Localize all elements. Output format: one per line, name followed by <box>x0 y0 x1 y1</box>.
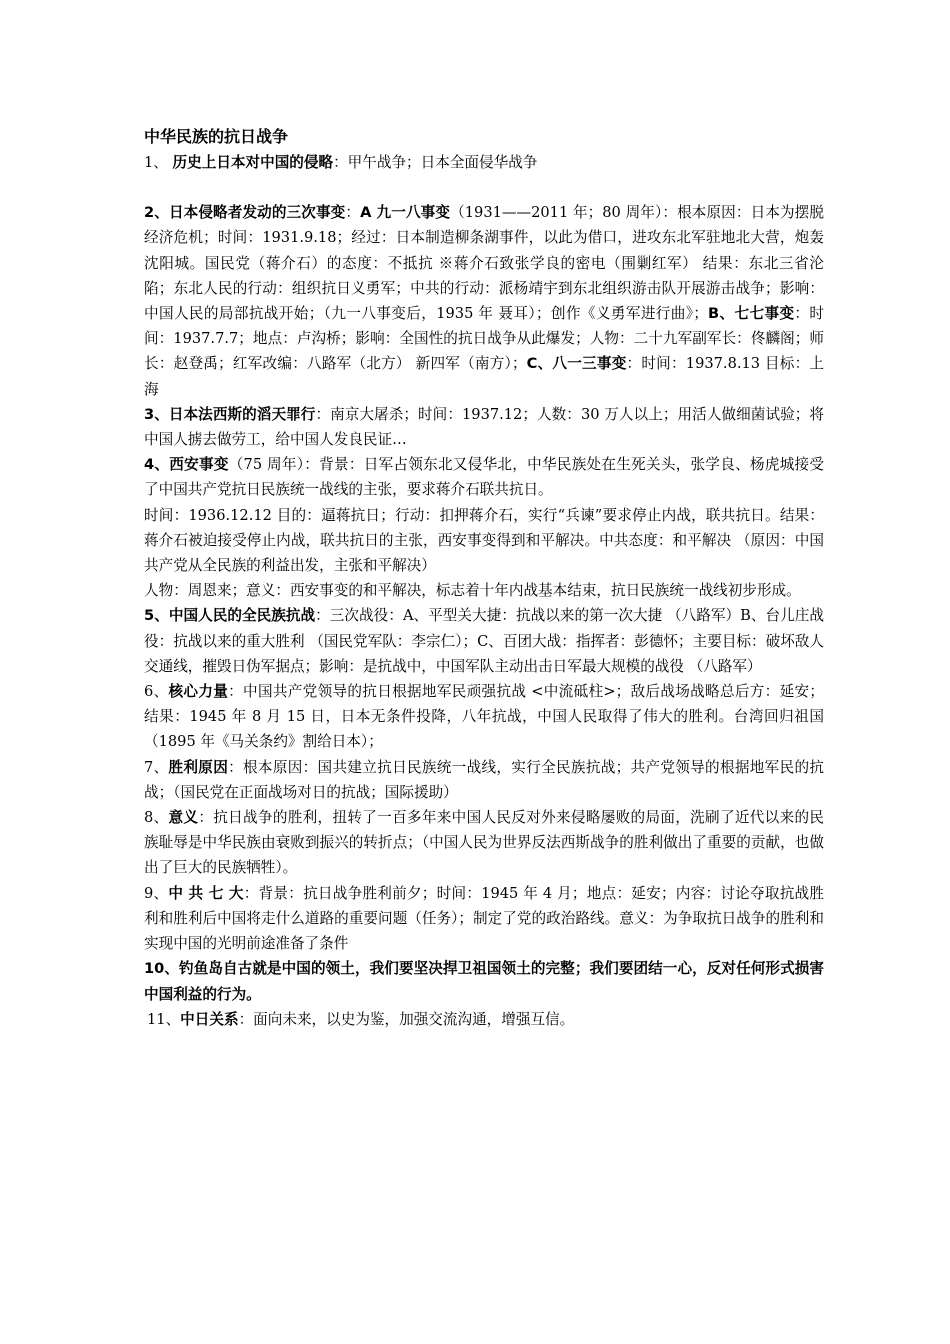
item-1-number: 1、 <box>144 154 173 171</box>
item-9-heading: 中 共 七 大 <box>168 884 244 902</box>
item-2-b-text: ：时间：1937.7.7；地点：卢沟桥；影响：全国性的抗日战争从此爆发；人物：二十九军副军长：佟麟阁；师长：赵登禹；红军改编：八路军（北方） 新四军（南方）； <box>144 305 824 373</box>
item-6 <box>144 679 824 755</box>
blank-line <box>144 175 824 200</box>
item-1 <box>144 150 824 175</box>
item-6-number: 6、 <box>144 683 169 701</box>
document-title: 中华民族的抗日战争 <box>144 127 289 146</box>
item-2-c-text: ：时间：1937.8.13 目标：上海 <box>144 355 824 398</box>
item-6-heading: 核心力量 <box>168 683 229 701</box>
item-7-number: 7、 <box>144 758 169 776</box>
item-5-text: ：三次战役：A、平型关大捷：抗战以来的第一次大捷 （八路军）B、台儿庄战役：抗战以来的重大胜利 （国民党军队：李宗仁）；C、百团大战：指挥者：彭德怀；主要目标：破坏敌人交通线，摧毁日伪军据点；影响：是抗战中，中国军队主动出击日军最大规模的战役 （八路军） <box>144 607 825 675</box>
item-5 <box>144 603 824 679</box>
item-4-details: 时间：1936.12.12 目的：逼蒋抗日；行动：扣押蒋介石，实行“兵谏”要求停止内战，联共抗日。结果：蒋介石被迫接受停止内战，联共抗日的主张，西安事变得到和平解决。中共态度：和平解决 （原因：中国共产党从全民族的利益出发，主张和平解决） <box>144 506 824 575</box>
item-10: 10、钓鱼岛自古就是中国的领土，我们要坚决捍卫祖国领土的完整；我们要团结一心，反对任何形式损害中国利益的行为。 <box>144 960 824 1003</box>
item-11-number: 11、 <box>147 1010 181 1028</box>
item-2-c-heading: C、八一三事变 <box>526 355 627 373</box>
item-1-text: ：甲午战争；日本全面侵华战争 <box>333 154 538 171</box>
item-2-a-text: （1931——2011 年；80 周年）：根本原因：日本为摆脱经济危机；时间：1931.9.18；经过：日本制造柳条湖事件，以此为借口，进攻东北军驻地北大营，炮轰沈阳城。国民党（蒋介石）的态度：不抵抗 ※蒋介石致张学良的密电（围剿红军） 结果：东北三省沦陷；东北人民的行动：组织抗日义勇军；中共的行动：派杨靖宇到东北组织游击队开展游击战争；影响：中国人民的局部抗战开始；（九一八事变后，1935 年 聂耳）；创作《义勇军进行曲》； <box>144 204 824 323</box>
item-2-colon: ： <box>345 204 361 222</box>
item-8-heading: 意义 <box>168 809 199 827</box>
item-11-heading: 中日关系 <box>180 1010 239 1028</box>
item-3-text: ：南京大屠杀；时间：1937.12；人数：30 万人以上；用活人做细菌试验；将中国人掳去做劳工，给中国人发良民证… <box>144 405 825 449</box>
item-8-text: ：抗日战争的胜利，扭转了一百多年来中国人民反对外来侵略屡败的局面，洗刷了近代以来的民族耻辱是中华民族由衰败到振兴的转折点；（中国人民为世界反法西斯战争的胜利做出了重要的贡献，也做出了巨大的民族牺牲）。 <box>144 809 824 877</box>
item-11 <box>144 1007 824 1032</box>
item-3-heading: 3、日本法西斯的滔天罪行 <box>144 405 316 423</box>
item-7-heading: 胜利原因 <box>168 758 229 776</box>
item-6-text: ：中国共产党领导的抗日根据地军民顽强抗战 <中流砥柱>；敌后战场战略总后方：延安；结果：1945 年 8 月 15 日，日本无条件投降，八年抗战，中国人民取得了伟大的胜利。台湾回归祖国（1895 年《马关条约》割给日本）； <box>144 683 824 751</box>
item-9 <box>144 881 824 957</box>
item-2-heading: 2、日本侵略者发动的三次事变 <box>144 204 346 222</box>
item-4 <box>144 452 824 502</box>
item-5-heading: 5、中国人民的全民族抗战 <box>144 607 316 625</box>
item-2-b-heading: B、七七事变 <box>708 305 795 323</box>
item-11-text: ：面向未来，以史为鉴，加强交流沟通，增强互信。 <box>238 1010 575 1028</box>
item-9-text: ：背景：抗日战争胜利前夕；时间：1945 年 4 月；地点：延安；内容：讨论夺取抗战胜利和胜利后中国将走什么道路的重要问题（任务）；制定了党的政治路线。意义：为争取抗日战争的胜利和实现中国的光明前途准备了条件 <box>144 884 824 953</box>
item-4-heading: 4、西安事变 <box>144 456 229 474</box>
item-8-number: 8、 <box>144 809 169 827</box>
item-2 <box>144 200 824 402</box>
item-9-number: 9、 <box>144 884 169 902</box>
item-7 <box>144 755 824 805</box>
item-4-significance: 人物：周恩来；意义：西安事变的和平解决，标志着十年内战基本结束，抗日民族统一战线初步形成。 <box>144 582 801 600</box>
item-3 <box>144 402 824 452</box>
item-2-a-heading: A 九一八事变 <box>360 204 451 222</box>
item-1-heading: 历史上日本对中国的侵略 <box>172 154 334 171</box>
item-4-text: （75 周年）：背景：日军占领东北又侵华北，中华民族处在生死关头，张学良、杨虎城接受了中国共产党抗日民族统一战线的主张，要求蒋介石联共抗日。 <box>144 456 824 499</box>
document-page <box>144 124 824 1032</box>
item-8 <box>144 805 824 881</box>
item-7-text: ：根本原因：国共建立抗日民族统一战线，实行全民族抗战；共产党领导的根据地军民的抗战；（国民党在正面战场对日的抗战；国际援助） <box>144 758 824 801</box>
